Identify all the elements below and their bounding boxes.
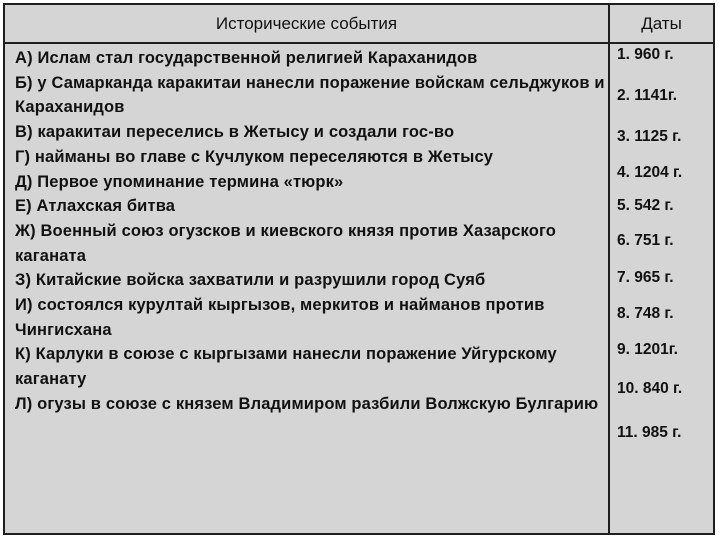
event-i: И) состоялся курултай кыргызов, меркитов и найманов против Чингисхана — [15, 296, 545, 339]
date-7: 7. 965 г. — [617, 269, 674, 286]
event-zh: Ж) Военный союз огузсков и киевского князя против Хазарского каганата — [15, 221, 557, 265]
date-5: 5. 542 г. — [617, 197, 674, 214]
date-2: 2. 1141г. — [617, 87, 678, 104]
date-3: 3. 1125 г. — [617, 128, 682, 145]
event-k: К) Карлуки в союзе с кыргызами нанесли поражение Уйгурскому каганату — [15, 345, 557, 389]
date-11: 11. 985 г. — [617, 424, 682, 441]
event-b: Б) у Самарканда каракитаи нанесли поражение войскам сельджуков и Караханидов — [15, 73, 605, 117]
date-9: 9. 1201г. — [617, 341, 678, 358]
date-8: 8. 748 г. — [617, 305, 674, 322]
event-d: Д) Первое упоминание термина «тюрк» — [15, 172, 344, 191]
event-g: Г) найманы во главе с Кучлуком переселяются в Жетысу — [15, 147, 494, 166]
header-dates: Даты — [641, 13, 682, 33]
date-10: 10. 840 г. — [617, 380, 683, 397]
event-e: Е) Атлахская битва — [15, 197, 176, 216]
header-divider — [5, 42, 713, 44]
event-a: А) Ислам стал государственной религией Караханидов — [15, 49, 478, 67]
event-l: Л) огузы в союзе с князем Владимиром разбили Волжскую Булгарию — [15, 394, 599, 413]
events-column — [15, 46, 605, 417]
header-events: Исторические события — [215, 13, 398, 33]
date-4: 4. 1204 г. — [617, 164, 683, 181]
events-dates-table — [3, 3, 715, 535]
date-1: 1. 960 г. — [617, 46, 674, 63]
column-divider — [608, 5, 610, 533]
event-v: В) каракитаи переселись в Жетысу и создали гос-во — [15, 123, 455, 142]
event-z: З) Китайские войска захватили и разрушили город Суяб — [15, 271, 486, 290]
date-6: 6. 751 г. — [617, 232, 674, 249]
